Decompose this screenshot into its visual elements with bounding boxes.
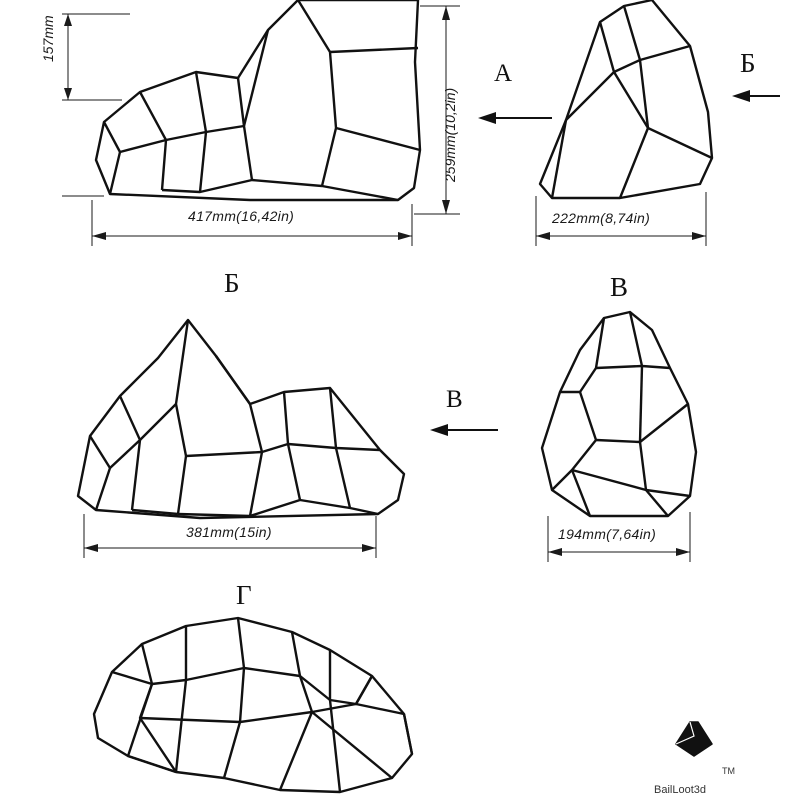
view-label-b-top-right: Б	[740, 48, 756, 78]
brand-name: BailLoot3d	[654, 784, 706, 796]
view-back-shape	[78, 320, 404, 518]
view-label-b-top-left: Б	[224, 268, 240, 298]
dimension-label-height-front-partial: 157mm	[40, 15, 56, 62]
arrow-label-a: А	[494, 60, 513, 87]
view-side-a-shape	[540, 0, 712, 198]
arrow-b-top-pointer	[732, 90, 780, 102]
view-label-g: Г	[236, 580, 252, 610]
dimension-label-width-side-b: 194mm(7,64in)	[558, 526, 657, 542]
arrow-v-pointer	[430, 424, 498, 436]
dimension-label-height-front-full: 259mm(10,2in)	[442, 87, 458, 182]
view-label-v-top: В	[610, 272, 629, 302]
view-top-shape	[94, 618, 412, 792]
view-side-b-shape	[542, 312, 696, 516]
dimension-label-width-side-a: 222mm(8,74in)	[552, 210, 651, 226]
arrow-label-v: В	[446, 386, 463, 413]
brand-logo-icon	[676, 722, 712, 756]
dimension-label-width-back: 381mm(15in)	[186, 524, 272, 540]
dimension-label-width-front: 417mm(16,42in)	[188, 208, 295, 224]
arrow-a-pointer	[478, 112, 552, 124]
brand-trademark: TM	[722, 766, 735, 776]
view-front-shape	[96, 0, 420, 200]
